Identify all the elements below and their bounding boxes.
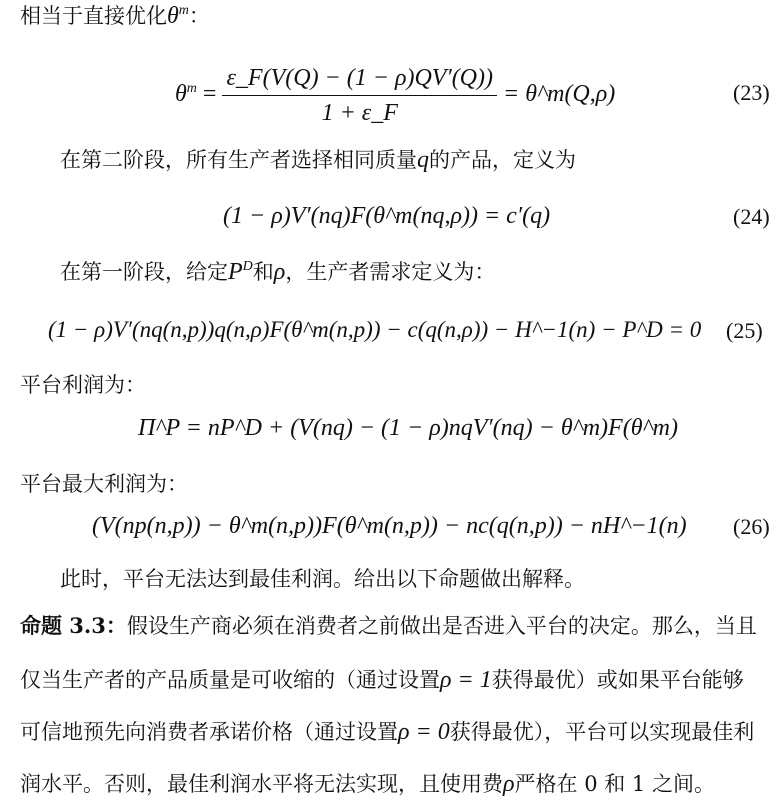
proposition-line-4: 润水平。否则，最佳利润水平将无法实现，且使用费ρ严格在 0 和 1 之间。 [20,771,715,797]
equation-23-fraction: $\frac{\varepsilon\_F(V(Q) - (1 - \rho)QV'(Q))}{1 + \varepsilon\_F}$ [222,64,497,127]
proposition-line-1: 命题 3.3：假设生产商必须在消费者之前做出是否进入平台的决定。那么，当且 [20,613,757,638]
stage-two-text: 在第二阶段，所有生产者选择相同质量q的产品，定义为 [60,147,576,173]
intro-text-line [20,2,210,30]
equation-25: (1 − ρ)V′(nq(n,p))q(n,ρ)F(θ^m(n,p)) − c(q(n,ρ)) − H^−1(n) − P^D = 0 [48,317,702,342]
equation-number-23: (23) [733,80,770,105]
intro-text: 相当于直接优化 [20,4,167,28]
stage-one-text: 在第一阶段，给定$P^D$和ρ，生产者需求定义为： [60,259,496,285]
equation-number-26: (26) [733,514,770,539]
proposition-line-3: 可信地预先向消费者承诺价格（通过设置ρ = 0获得最优），平台可以实现最佳利 [20,719,755,745]
theta-var: $\theta^m$ [167,3,189,29]
equation-number-24: (24) [733,204,770,229]
equation-26: (V(np(n,p)) − θ^m(n,p))F(θ^m(n,p)) − nc(q(n,p)) − nH^−1(n) [92,513,687,539]
proposition-label: 命题 3.3： [20,613,127,638]
equation-24: (1 − ρ)V′(nq)F(θ^m(nq,ρ)) = c′(q) [223,203,551,229]
explanation-text: 此时，平台无法达到最佳利润。给出以下命题做出解释。 [60,567,585,591]
platform-max-profit-label: 平台最大利润为： [20,472,188,496]
equation-23: $\theta^m$ = $\frac{\varepsilon\_F(V(Q) - (1 - \rho)QV'(Q))}{1 + \varepsilon\_F}$ = θ^m(Q,ρ) [175,65,616,126]
proposition-line-2: 仅当生产者的产品质量是可收缩的（通过设置ρ = 1获得最优）或如果平台能够 [20,667,744,693]
equation-number-25: (25) [726,318,763,343]
intro-colon: ： [188,4,210,28]
platform-profit-equation: Π^P = nP^D + (V(nq) − (1 − ρ)nqV′(nq) − θ^m)F(θ^m) [138,415,678,441]
platform-profit-label: 平台利润为： [20,373,146,397]
